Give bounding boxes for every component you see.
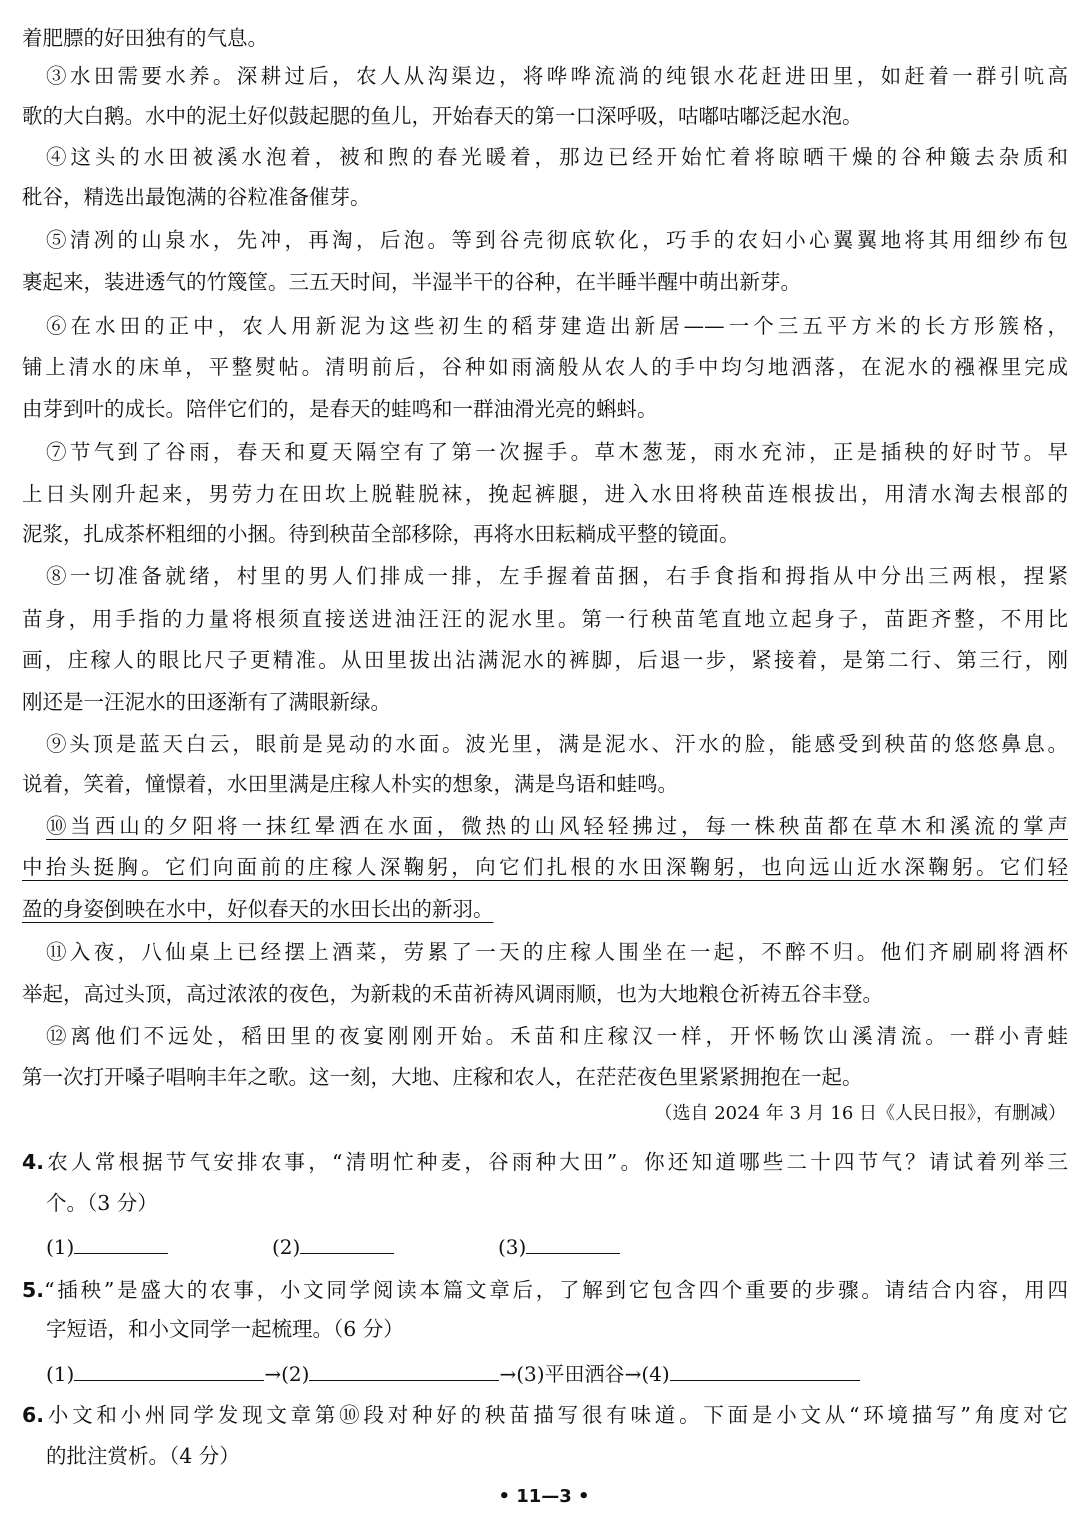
passage-line: 举起，高过头顶，高过浓浓的夜色，为新栽的禾苗祈祷风调雨顺，也为大地粮仓祈祷五谷丰登。 xyxy=(22,982,883,1006)
passage-line: 刚还是一汪泥水的田逐渐有了满眼新绿。 xyxy=(22,690,391,714)
passage-line: 由芽到叶的成长。陪伴它们的，是春天的蛙鸣和一群油滑光亮的蝌蚪。 xyxy=(22,397,658,421)
question-6-line-1: 6.小文和小州同学发现文章第⑩段对种好的秧苗描写很有味道。下面是小文从“环境描写”角度对它 xyxy=(22,1403,1068,1427)
passage-line: 歌的大白鹅。水中的泥土好似鼓起腮的鱼儿，开始春天的第一口深呼吸，咕嘟咕嘟泛起水泡。 xyxy=(22,104,863,128)
question-5-number: 5. xyxy=(22,1278,45,1302)
question-6-number: 6. xyxy=(22,1403,45,1427)
question-5-blank-4[interactable] xyxy=(670,1358,860,1381)
passage-line: 裹起来，装进透气的竹篾筐。三五天时间，半湿半干的谷种，在半睡半醒中萌出新芽。 xyxy=(22,270,801,294)
arrow-icon: → xyxy=(624,1362,642,1386)
passage-line: ⑧一切准备就绪，村里的男人们排成一排，左手握着苗捆，右手食指和拇指从中分出三两根，捏紧 xyxy=(46,564,1068,588)
question-4-number: 4. xyxy=(22,1150,45,1174)
passage-line: ④这头的水田被溪水泡着，被和煦的春光暖着，那边已经开始忙着将晾晒干燥的谷种簸去杂质和 xyxy=(46,145,1068,169)
passage-line: ⑪入夜，八仙桌上已经摆上酒菜，劳累了一天的庄稼人围坐在一起，不醉不归。他们齐刷刷将酒杯 xyxy=(46,940,1068,964)
passage-line: 着肥膘的好田独有的气息。 xyxy=(22,26,268,50)
question-4-answer-3[interactable]: (3) xyxy=(498,1231,620,1261)
passage-line: ③水田需要水养。深耕过后，农人从沟渠边，将哗哗流淌的纯银水花赶进田里，如赶着一群引吭高 xyxy=(46,64,1068,88)
passage-line: ⑥在水田的正中，农人用新泥为这些初生的稻芽建造出新居——一个三五平方米的长方形簇格， xyxy=(46,314,1068,338)
passage-line: 泥浆，扎成茶杯粗细的小捆。待到秧苗全部移除，再将水田耘耥成平整的镜面。 xyxy=(22,522,740,546)
question-4-answer-1[interactable]: (1) xyxy=(46,1231,168,1261)
page-number: • 11—3 • xyxy=(498,1486,590,1507)
question-5-line-2: 字短语，和小文同学一起梳理。（6 分） xyxy=(46,1317,404,1341)
question-5-line-1: 5.“插秧”是盛大的农事，小文同学阅读本篇文章后，了解到它包含四个重要的步骤。请结合内容，用四 xyxy=(22,1278,1068,1302)
passage-line: 第一次打开嗓子唱响丰年之歌。这一刻，大地、庄稼和农人，在茫茫夜色里紧紧拥抱在一起。 xyxy=(22,1065,863,1089)
passage-line: ⑫离他们不远处，稻田里的夜宴刚刚开始。禾苗和庄稼汉一样，开怀畅饮山溪清流。一群小青蛙 xyxy=(46,1024,1068,1048)
question-5-answer-row: (1) →(2) →(3)平田洒谷→(4) xyxy=(46,1358,860,1388)
passage-line: 中抬头挺胸。它们向面前的庄稼人深鞠躬，向它们扎根的水田深鞠躬，也向远山近水深鞠躬。它们轻 xyxy=(22,855,1068,879)
emphasis-guyu: 谷雨 xyxy=(488,1150,536,1174)
passage-line: 秕谷，精选出最饱满的谷粒准备催芽。 xyxy=(22,185,371,209)
passage-line: 上日头刚升起来，男劳力在田坎上脱鞋脱袜，挽起裤腿，进入水田将秧苗连根拔出，用清水淘去根部的 xyxy=(22,482,1068,506)
emphasis-qingming: 清明 xyxy=(342,1150,394,1174)
passage-line: ⑦节气到了谷雨，春天和夏天隔空有了第一次握手。草木葱茏，雨水充沛，正是插秧的好时节。早 xyxy=(46,440,1068,464)
question-5-blank-1[interactable] xyxy=(74,1358,264,1381)
passage-line: ⑩当西山的夕阳将一抹红晕洒在水面，微热的山风轻轻拂过，每一株秧苗都在草木和溪流的掌声 xyxy=(46,814,1068,838)
question-4-answer-2[interactable]: (2) xyxy=(272,1231,394,1261)
source-citation: （选自 2024 年 3 月 16 日《人民日报》，有删减） xyxy=(654,1103,1066,1124)
question-4-line-1: 4.农人常根据节气安排农事，“清明忙种麦，谷雨种大田”。你还知道哪些二十四节气？请试着列举三 xyxy=(22,1150,1068,1174)
passage-line: ⑤清冽的山泉水，先冲，再淘，后泡。等到谷壳彻底软化，巧手的农妇小心翼翼地将其用细纱布包 xyxy=(46,228,1068,252)
arrow-icon: → xyxy=(499,1362,517,1386)
arrow-icon: → xyxy=(264,1362,282,1386)
passage-line: 盈的身姿倒映在水中，好似春天的水田长出的新羽。 xyxy=(22,897,494,921)
passage-line: 画，庄稼人的眼比尺子更精准。从田里拔出沾满泥水的裤脚，后退一步，紧接着，是第二行、第三行，刚 xyxy=(22,648,1068,672)
question-6-line-2: 的批注赏析。（4 分） xyxy=(46,1444,240,1468)
passage-line: 苗身，用手指的力量将根须直接送进油汪汪的泥水里。第一行秧苗笔直地立起身子，苗距齐整，不用比 xyxy=(22,607,1068,631)
question-5-blank-2[interactable] xyxy=(309,1358,499,1381)
passage-line: 说着，笑着，憧憬着，水田里满是庄稼人朴实的想象，满是鸟语和蛙鸣。 xyxy=(22,772,678,796)
passage-line: 铺上清水的床单，平整熨帖。清明前后，谷种如雨滴般从农人的手中均匀地洒落，在泥水的襁褓里完成 xyxy=(22,355,1068,379)
question-4-line-2: 个。（3 分） xyxy=(46,1191,158,1215)
passage-line: ⑨头顶是蓝天白云，眼前是晃动的水面。波光里，满是泥水、汗水的脸，能感受到秧苗的悠悠鼻息。 xyxy=(46,732,1068,756)
